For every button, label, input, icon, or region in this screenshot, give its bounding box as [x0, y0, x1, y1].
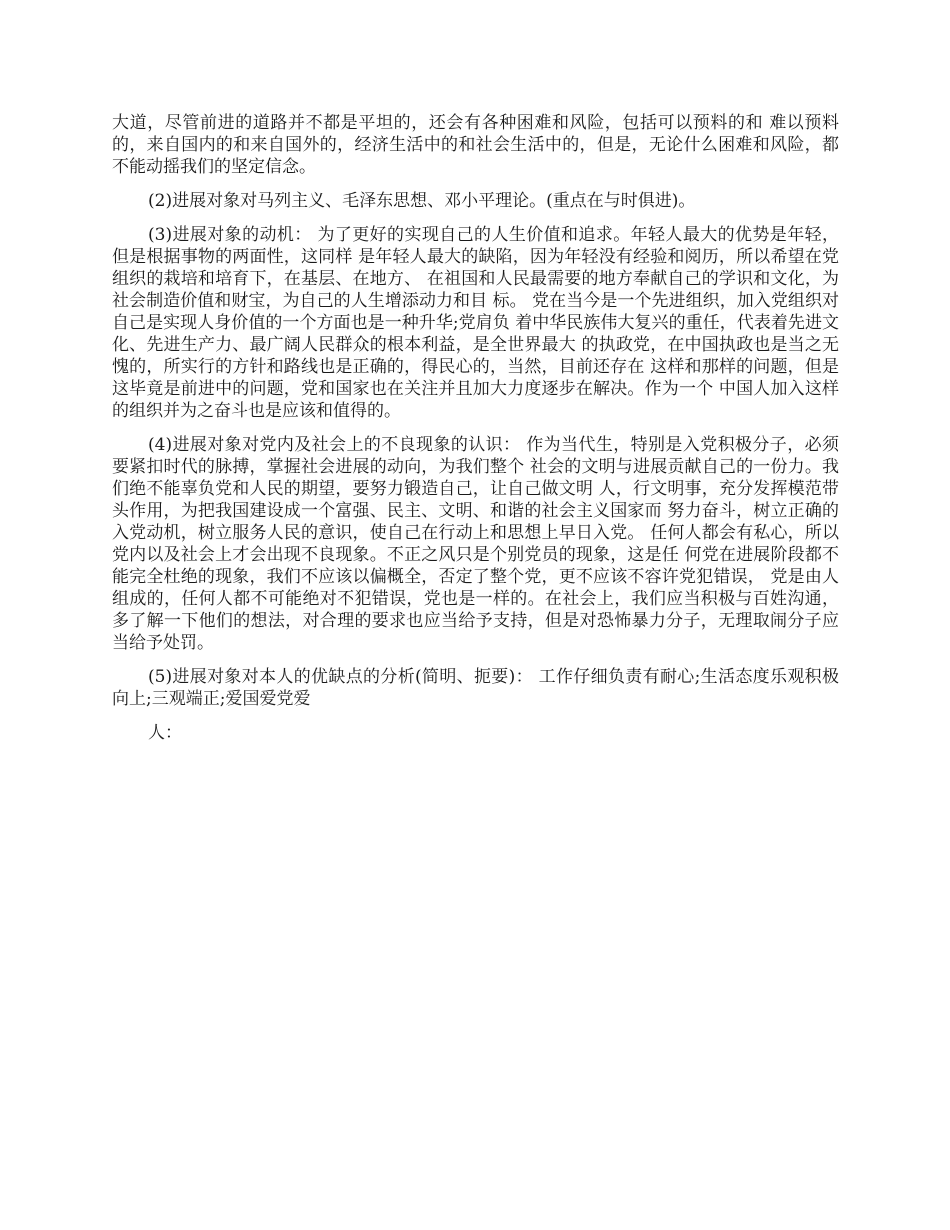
paragraph-theory: (2)进展对象对马列主义、毛泽东思想、邓小平理论。(重点在与时俱进)。 [148, 191, 696, 211]
document-page [112, 112, 839, 756]
paragraph-intro: 大道，尽管前进的道路并不都是平坦的，还会有各种困难和风险，包括可以预料的和 难以预料的，来自国内的和来自国外的，经济生活中的和社会生活中的，但是，无论什么困难和风险，都 不能动摇我们的坚定信念。 [112, 113, 839, 177]
paragraph-motivation: (3)进展对象的动机： 为了更好的实现自己的人生价值和追求。年轻人最大的优势是年轻，但是根据事物的两面性，这同样 是年轻人最大的缺陷，因为年轻没有经验和阅历，所以希望在党组织的栽培和培育下，在基层、在地方、 在祖国和人民最需要的地方奉献自己的学识和文化，为社会制造价值和财宝，为自己的人生增添动力和目 标。 党在当今是一个先进组织，加入党组织对自己是实现人身价值的一个方面也是一种升华;党肩负 着中华民族伟大复兴的重任，代表着先进文化、先进生产力、最广阔人民群众的根本利益，是全世界最大 的执政党，在中国执政也是当之无愧的，所实行的方针和路线也是正确的，得民心的，当然，目前还存在 这样和那样的问题，但是这毕竟是前进中的问题，党和国家也在关注并且加大力度逐步在解决。作为一个 中国人加入这样的组织并为之奋斗也是应该和值得的。 [112, 225, 839, 421]
paragraph-bad-phenomena: (4)进展对象对党内及社会上的不良现象的认识： 作为当代生，特别是入党积极分子，必须要紧扣时代的脉搏，掌握社会进展的动向，为我们整个 社会的文明与进展贡献自己的一份力。我们绝不能辜负党和人民的期望，要努力锻造自己，让自己做文明 人，行文明事，充分发挥模范带头作用，为把我国建设成一个富强、民主、文明、和谐的社会主义国家而 努力奋斗，树立正确的入党动机，树立服务人民的意识，使自己在行动上和思想上早日入党。 任何人都会有私心，所以党内以及社会上才会出现不良现象。不正之风只是个别党员的现象，这是任 何党在进展阶段都不能完全杜绝的现象，我们不应该以偏概全，否定了整个党，更不应该不容许党犯错误， 党是由人组成的，任何人都不可能绝对不犯错误，党也是一样的。在社会上，我们应当积极与百姓沟通， 多了解一下他们的想法，对合理的要求也应当给予支持，但是对恐怖暴力分子，无理取闹分子应当给予处罚。 [112, 435, 839, 653]
paragraph-self-analysis: (5)进展对象对本人的优缺点的分析(简明、扼要)： 工作仔细负责有耐心;生活态度乐观积极向上;三观端正;爱国爱党爱 [112, 667, 839, 709]
paragraph-closing: 人： [148, 723, 182, 743]
